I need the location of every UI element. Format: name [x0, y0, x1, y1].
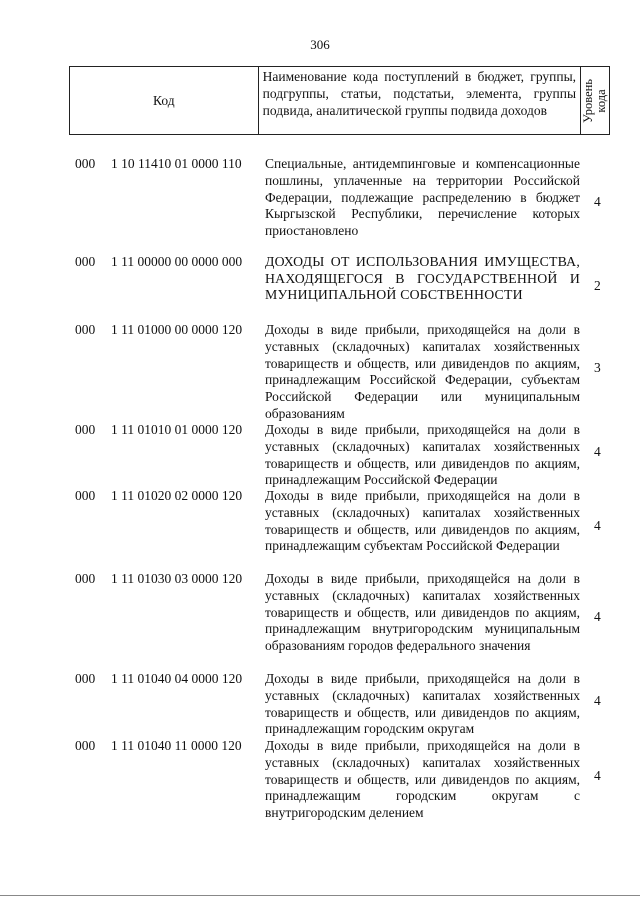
admin-code: 000	[75, 254, 96, 269]
admin-code: 000	[75, 488, 96, 503]
admin-code: 000	[75, 738, 96, 753]
header-name: Наименование кода поступлений в бюджет, группы, подгруппы, статьи, подстатьи, элемента, группы подвида, аналитической группы подвида доходов	[259, 67, 581, 134]
revenue-code: 1 10 11410 01 0000 110	[111, 156, 242, 171]
revenue-name: Специальные, антидемпинговые и компенсационные пошлины, уплаченные на территории Российской Федерации, подлежащие распределению в бюджет Кыргызской Республики, перечисление которых приостановлено	[265, 156, 580, 239]
revenue-name: Доходы в виде прибыли, приходящейся на доли в уставных (складочных) капиталах хозяйственных товариществ и обществ, или дивидендов по акциям, принадлежащим городским округам	[265, 671, 580, 737]
revenue-code: 1 11 01040 11 0000 120	[111, 738, 242, 753]
admin-code: 000	[75, 571, 96, 586]
revenue-name: Доходы в виде прибыли, приходящейся на доли в уставных (складочных) капиталах хозяйственных товариществ и обществ, или дивидендов по акциям, принадлежащим внутригородским муниципальным образованиям городов федерального значения	[265, 571, 580, 654]
header-level: Уровень кода	[581, 78, 609, 123]
table-header	[69, 66, 610, 135]
code-level: 4	[594, 518, 601, 533]
revenue-code: 1 11 01040 04 0000 120	[111, 671, 243, 686]
code-level: 4	[594, 609, 601, 624]
code-level: 4	[594, 194, 601, 209]
page-number: 306	[310, 37, 330, 52]
revenue-code: 1 11 01020 02 0000 120	[111, 488, 243, 503]
code-level: 3	[594, 360, 601, 375]
admin-code: 000	[75, 322, 96, 337]
revenue-code: 1 11 00000 00 0000 000	[111, 254, 243, 269]
header-code: Код	[70, 67, 259, 134]
admin-code: 000	[75, 156, 96, 171]
code-level: 2	[594, 278, 601, 293]
revenue-code: 1 11 01010 01 0000 120	[111, 422, 243, 437]
revenue-code: 1 11 01000 00 0000 120	[111, 322, 243, 337]
revenue-name: Доходы в виде прибыли, приходящейся на доли в уставных (складочных) капиталах хозяйственных товариществ и обществ, или дивидендов по акциям, принадлежащим субъектам Российской Федерации	[265, 488, 580, 554]
code-level: 4	[594, 693, 601, 708]
revenue-name: Доходы в виде прибыли, приходящейся на доли в уставных (складочных) капиталах хозяйственных товариществ и обществ, или дивидендов по акциям, принадлежащим городским округам с внутригородским делением	[265, 738, 580, 821]
page-bottom-rule	[0, 895, 640, 896]
admin-code: 000	[75, 422, 96, 437]
code-level: 4	[594, 768, 601, 783]
revenue-name: Доходы в виде прибыли, приходящейся на доли в уставных (складочных) капиталах хозяйственных товариществ и обществ, или дивидендов по акциям, принадлежащим Российской Федерации, субъектам Российской Федерации или муниципальным образованиям	[265, 322, 580, 421]
revenue-name: ДОХОДЫ ОТ ИСПОЛЬЗОВАНИЯ ИМУЩЕСТВА, НАХОДЯЩЕГОСЯ В ГОСУДАРСТВЕННОЙ И МУНИЦИПАЛЬНОЙ СОБСТВЕННОСТИ	[265, 254, 580, 302]
revenue-name: Доходы в виде прибыли, приходящейся на доли в уставных (складочных) капиталах хозяйственных товариществ и обществ, или дивидендов по акциям, принадлежащим Российской Федерации	[265, 422, 580, 488]
revenue-code: 1 11 01030 03 0000 120	[111, 571, 243, 586]
admin-code: 000	[75, 671, 96, 686]
code-level: 4	[594, 444, 601, 459]
header-level-cell	[581, 67, 609, 134]
